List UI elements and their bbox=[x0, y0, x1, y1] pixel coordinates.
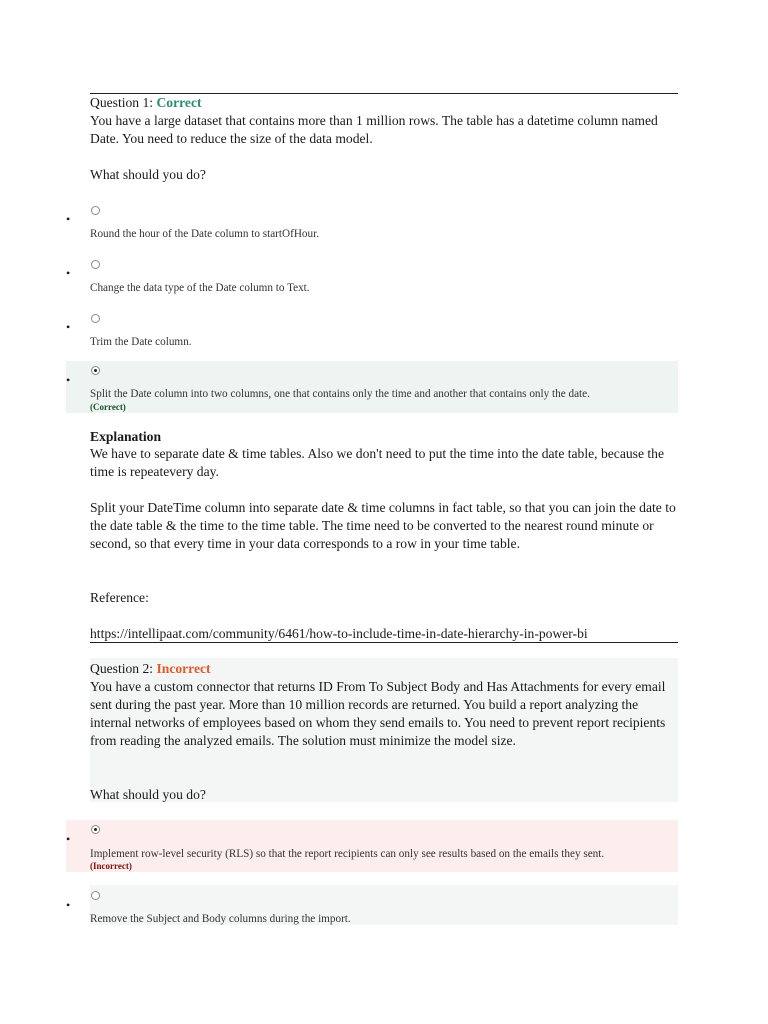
question-2-prompt: What should you do? bbox=[90, 787, 206, 802]
radio-button-checked[interactable] bbox=[91, 366, 100, 375]
question-1-header bbox=[90, 94, 202, 112]
option-text: Implement row-level security (RLS) so that the report recipients can only see results based on the emails they sent. bbox=[90, 848, 605, 860]
question-2-label: Question 2: bbox=[90, 661, 154, 676]
question-2-text: You have a custom connector that returns ID From To Subject Body and Has Attachments for every email sent during the past year. More than 10 million records are returned. You build a report analyzing the internal networks of employees based on whom they send emails to. You need to prevent report recipients from reading the analyzed emails. The solution must minimize the model size. bbox=[90, 679, 666, 748]
question-1-label: Question 1: bbox=[90, 95, 154, 110]
radio-button-checked[interactable] bbox=[91, 825, 100, 834]
option-text: Round the hour of the Date column to startOfHour. bbox=[90, 228, 319, 240]
bullet-icon: • bbox=[66, 832, 71, 846]
radio-button[interactable] bbox=[91, 314, 100, 323]
bullet-icon: • bbox=[66, 898, 71, 912]
explanation-paragraph-2: Split your DateTime column into separate date & time columns in fact table, so that you can join the date to the date table & the time to the time table. The time need to be converted to the nearest round minute or second, so that every time in your data corresponds to a row in your time table. bbox=[90, 500, 676, 551]
reference-link[interactable]: https://intellipaat.com/community/6461/how-to-include-time-in-date-hierarchy-in-power-bi bbox=[90, 626, 588, 641]
section-divider bbox=[90, 642, 678, 643]
selected-highlight bbox=[66, 820, 678, 872]
question-2-header bbox=[90, 660, 211, 678]
reference-label: Reference: bbox=[90, 590, 149, 605]
question-2-status: Incorrect bbox=[156, 661, 211, 676]
radio-button[interactable] bbox=[91, 891, 100, 900]
bullet-icon: • bbox=[66, 320, 71, 334]
explanation-paragraph-1: We have to separate date & time tables. Also we don't need to put the time into the date table, because the time is repeatevery day. bbox=[90, 446, 664, 479]
bullet-icon: • bbox=[66, 373, 71, 387]
option-text: Remove the Subject and Body columns during the import. bbox=[90, 913, 351, 925]
option-text: Trim the Date column. bbox=[90, 336, 192, 348]
bullet-icon: • bbox=[66, 266, 71, 280]
question-1-text: You have a large dataset that contains more than 1 million rows. The table has a datetime column named Date. You need to reduce the size of the data model. bbox=[90, 113, 658, 146]
question-1-prompt: What should you do? bbox=[90, 167, 206, 182]
explanation-title: Explanation bbox=[90, 429, 162, 444]
option-text: Split the Date column into two columns, one that contains only the time and another that contains only the date. bbox=[90, 388, 590, 400]
question-1-status: Correct bbox=[156, 95, 202, 110]
radio-button[interactable] bbox=[91, 206, 100, 215]
incorrect-tag: (Incorrect) bbox=[90, 861, 132, 871]
radio-button[interactable] bbox=[91, 260, 100, 269]
option-text: Change the data type of the Date column to Text. bbox=[90, 282, 310, 294]
correct-tag: (Correct) bbox=[90, 402, 126, 412]
bullet-icon: • bbox=[66, 212, 71, 226]
